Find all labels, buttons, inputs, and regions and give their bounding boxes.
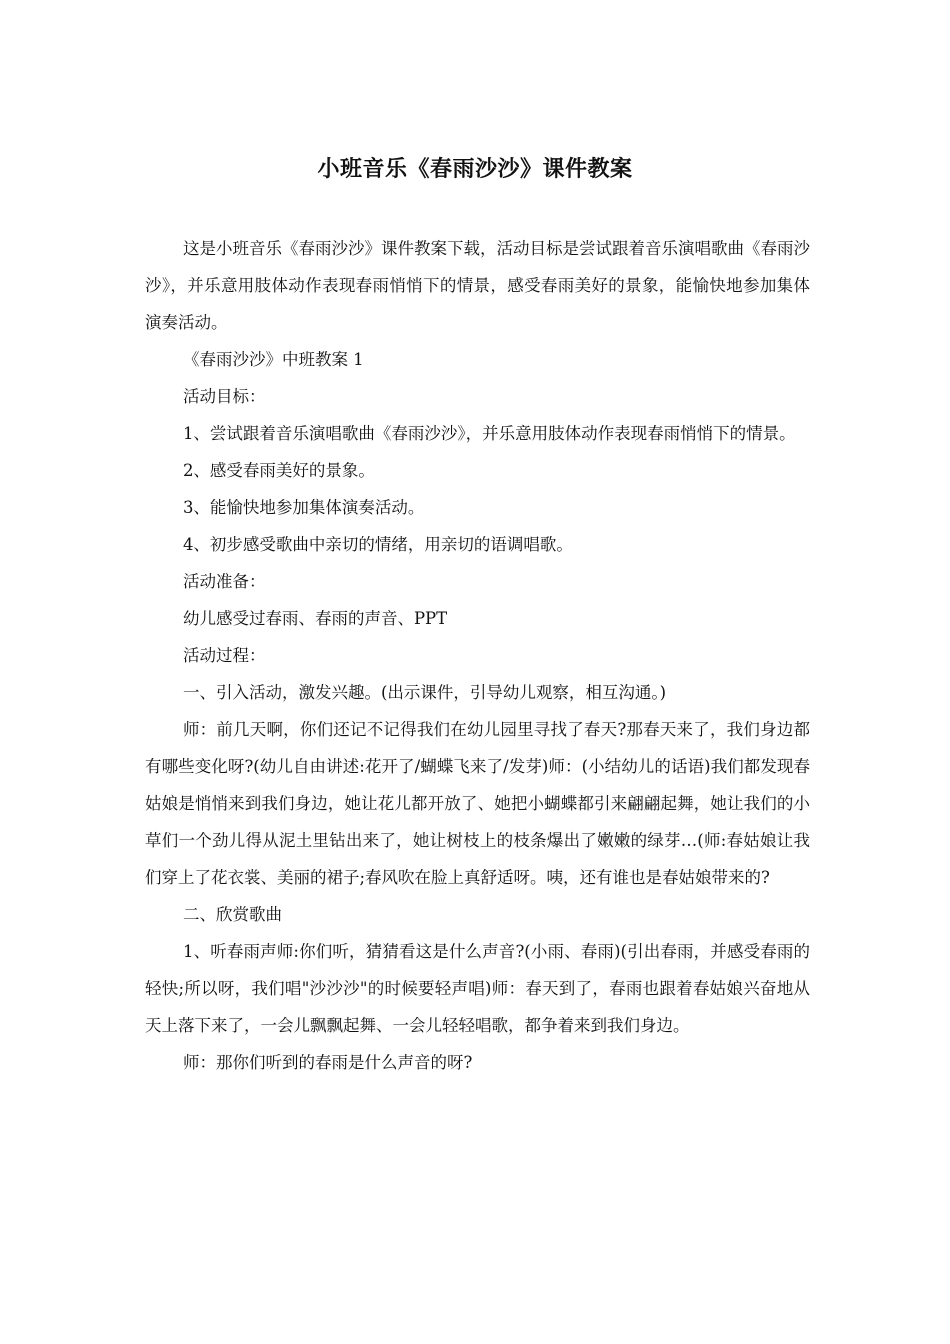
document-body [145,230,810,1081]
paragraph-goal-1: 1、尝试跟着音乐演唱歌曲《春雨沙沙》，并乐意用肢体动作表现春雨悄悄下的情景。 [182,424,796,443]
paragraph-step-2: 二、欣赏歌曲 [182,905,282,924]
paragraph-listen: 1、听春雨声师:你们听，猜猜看这是什么声音?(小雨、春雨)(引出春雨，并感受春雨的轻快;所以呀，我们唱"沙沙沙"的时候要轻声唱)师：春天到了，春雨也跟着春姑娘兴奋地从天上落下来了，一会儿飘飘起舞、一会儿轻轻唱歌，都争着来到我们身边。 [145,942,810,1035]
document-title: 小班音乐《春雨沙沙》课件教案 [317,157,633,182]
paragraph-teacher-question: 师：那你们听到的春雨是什么声音的呀? [182,1053,473,1072]
paragraph-process-heading: 活动过程： [182,646,266,665]
paragraph-step-1: 一、引入活动，激发兴趣。(出示课件，引导幼儿观察，相互沟通。) [182,683,667,702]
paragraph-teacher-1: 师：前几天啊，你们还记不记得我们在幼儿园里寻找了春天?那春天来了，我们身边都有哪些变化呀?(幼儿自由讲述:花开了/蝴蝶飞来了/发芽)师：(小结幼儿的话语)我们都发现春姑娘是悄悄来到我们身边，她让花儿都开放了、她把小蝴蝶都引来翩翩起舞，她让我们的小草们一个劲儿得从泥土里钻出来了，她让树枝上的枝条爆出了嫩嫩的绿芽…(师:春姑娘让我们穿上了花衣裳、美丽的裙子;春风吹在脸上真舒适呀。咦，还有谁也是春姑娘带来的? [145,720,810,887]
paragraph-prep-heading: 活动准备： [182,572,266,591]
paragraph-lesson-heading: 《春雨沙沙》中班教案 1 [182,350,364,369]
paragraph-goals-heading: 活动目标： [182,387,266,406]
paragraph-intro: 这是小班音乐《春雨沙沙》课件教案下载，活动目标是尝试跟着音乐演唱歌曲《春雨沙沙》，并乐意用肢体动作表现春雨悄悄下的情景，感受春雨美好的景象，能愉快地参加集体演奏活动。 [145,239,810,332]
paragraph-goal-3: 3、能愉快地参加集体演奏活动。 [182,498,425,517]
paragraph-goal-2: 2、感受春雨美好的景象。 [182,461,375,480]
paragraph-prep-content: 幼儿感受过春雨、春雨的声音、PPT [182,609,448,628]
paragraph-goal-4: 4、初步感受歌曲中亲切的情绪，用亲切的语调唱歌。 [182,535,573,554]
